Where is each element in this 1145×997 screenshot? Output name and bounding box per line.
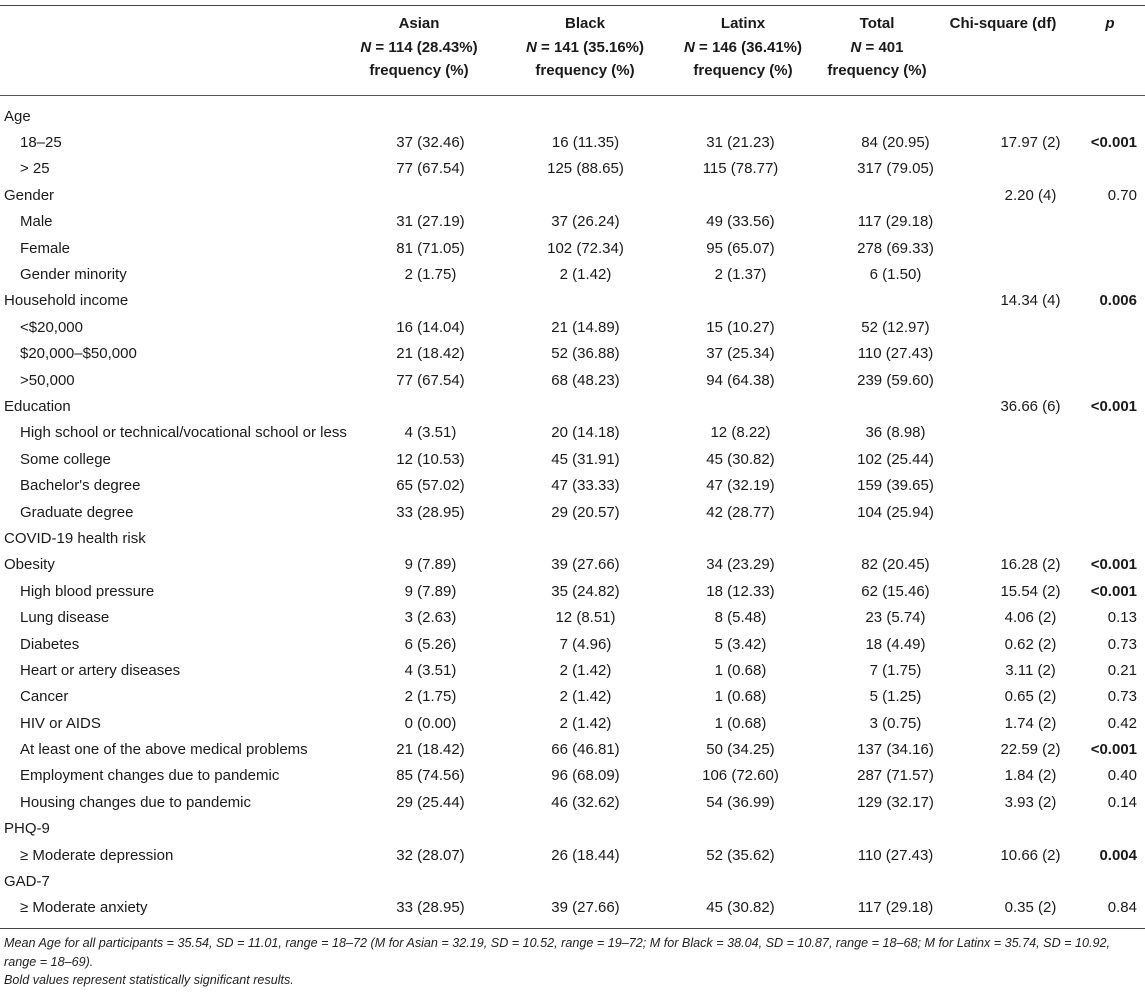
cell-asian: 4 (3.51) [404,661,457,679]
cell-latinx: 42 (28.77) [706,503,775,521]
cell-black: 125 (88.65) [547,160,624,178]
cell-total: 6 (1.50) [869,266,922,284]
cell-latinx [663,393,818,419]
cell-chi-square: 0.35 (2) [1004,899,1057,917]
cell-asian: 77 (67.54) [396,160,465,178]
row-label: Some college [20,450,111,468]
header-chi-square [944,12,1062,36]
cell-latinx [663,816,818,842]
cell-chi-square [973,209,1088,235]
cell-chi-square: 15.54 (2) [1000,582,1061,600]
row-label: At least one of the above medical problems [20,741,308,759]
cell-black [508,288,663,314]
cell-chi-square [973,103,1088,129]
row-label: Gender [4,186,55,204]
cell-chi-square: 0.65 (2) [1004,688,1057,706]
cell-black: 96 (68.09) [551,767,620,785]
cell-p-value: 0.21 [1107,661,1137,679]
cell-latinx [663,525,818,551]
cell-chi-square: 17.97 (2) [1000,134,1061,152]
row-label: COVID-19 health risk [4,529,146,547]
cell-latinx: 115 (78.77) [702,160,779,178]
cell-chi-square [973,499,1088,525]
row-label: Obesity [4,556,55,574]
table-row [0,341,1145,367]
cell-total: 36 (8.98) [865,424,926,442]
cell-asian: 12 (10.53) [396,450,465,468]
row-label: Bachelor's degree [20,477,141,495]
cell-total: 137 (34.16) [857,741,934,759]
header-asian-unit: frequency (%) [369,62,469,79]
table-row [0,763,1145,789]
cell-chi-square [973,472,1088,498]
table-row [0,129,1145,155]
cell-asian: 77 (67.54) [396,371,465,389]
table-row [0,789,1145,815]
cell-chi-square [973,525,1088,551]
cell-asian [353,393,508,419]
cell-latinx [663,868,818,894]
table-row [0,525,1145,551]
cell-p-value: 0.42 [1107,714,1137,732]
header-total-name: Total [859,15,895,32]
cell-chi-square: 3.93 (2) [1004,793,1057,811]
header-rule [0,95,1145,96]
cell-chi-square: 14.34 (4) [1000,292,1061,310]
table-row [0,710,1145,736]
cell-p-value: 0.40 [1107,767,1137,785]
cell-latinx: 15 (10.27) [706,318,775,336]
cell-latinx: 50 (34.25) [706,741,775,759]
cell-chi-square [973,420,1088,446]
cell-chi-square: 2.20 (4) [1004,186,1057,204]
row-label: Employment changes due to pandemic [20,767,280,785]
cell-total [818,288,973,314]
cell-chi-square [973,446,1088,472]
row-label: ≥ Moderate depression [20,846,174,864]
cell-total: 117 (29.18) [857,899,934,917]
row-label: Diabetes [20,635,80,653]
cell-latinx: 49 (33.56) [706,213,775,231]
cell-black [508,816,663,842]
header-black-unit: frequency (%) [535,62,635,79]
cell-black: 21 (14.89) [551,318,620,336]
cell-p-value: <0.001 [1090,134,1137,152]
table-row [0,209,1145,235]
table-row [0,288,1145,314]
cell-chi-square [973,156,1088,182]
cell-black [508,393,663,419]
cell-asian: 33 (28.95) [396,503,465,521]
table-row [0,578,1145,604]
cell-total: 18 (4.49) [865,635,926,653]
cell-total: 110 (27.43) [857,345,934,363]
cell-latinx: 45 (30.82) [706,450,775,468]
cell-p-value [1088,103,1145,129]
cell-asian: 32 (28.07) [396,846,465,864]
cell-black: 2 (1.42) [559,688,612,706]
cell-asian: 16 (14.04) [396,318,465,336]
cell-asian: 65 (57.02) [396,477,465,495]
cell-black: 47 (33.33) [551,477,620,495]
cell-asian: 6 (5.26) [404,635,457,653]
table-row [0,657,1145,683]
cell-p-value [1088,156,1145,182]
cell-black: 52 (36.88) [551,345,620,363]
cell-p-value [1088,367,1145,393]
cell-latinx: 94 (64.38) [706,371,775,389]
header-total-n: N = 401 [850,38,904,56]
cell-black [508,868,663,894]
cell-asian: 81 (71.05) [396,239,465,257]
cell-black [508,525,663,551]
header-asian-n: N = 114 (28.43%) [360,38,478,56]
cell-chi-square: 10.66 (2) [1000,846,1061,864]
cell-total: 102 (25.44) [857,450,934,468]
cell-latinx: 2 (1.37) [714,266,767,284]
header-chi-label: Chi-square (df) [949,15,1057,32]
cell-chi-square [973,261,1088,287]
cell-latinx: 54 (36.99) [706,793,775,811]
row-label: High school or technical/vocational school or less [20,424,347,442]
table-row [0,367,1145,393]
cell-latinx: 31 (21.23) [706,134,775,152]
cell-latinx: 45 (30.82) [706,899,775,917]
header-black [510,12,660,83]
table-row [0,842,1145,868]
cell-asian: 31 (27.19) [396,213,465,231]
cell-total: 23 (5.74) [865,609,926,627]
row-label: ≥ Moderate anxiety [20,899,148,917]
table-row [0,472,1145,498]
cell-total [818,525,973,551]
cell-p-value: 0.004 [1099,846,1137,864]
cell-p-value [1088,868,1145,894]
cell-black: 35 (24.82) [551,582,620,600]
cell-p-value: 0.73 [1107,635,1137,653]
cell-black: 26 (18.44) [551,846,620,864]
table-row [0,684,1145,710]
cell-black: 102 (72.34) [547,239,624,257]
table-row [0,182,1145,208]
table-row [0,499,1145,525]
cell-asian [353,868,508,894]
cell-black: 2 (1.42) [559,661,612,679]
row-label: Male [20,213,53,231]
cell-p-value [1088,446,1145,472]
cell-latinx: 47 (32.19) [706,477,775,495]
header-latinx-name: Latinx [720,15,766,32]
cell-total: 278 (69.33) [857,239,934,257]
cell-total: 84 (20.95) [861,134,930,152]
cell-black: 16 (11.35) [551,134,620,152]
top-rule [0,5,1145,6]
cell-asian [353,816,508,842]
cell-p-value [1088,341,1145,367]
cell-total: 159 (39.65) [857,477,934,495]
cell-total: 239 (59.60) [857,371,934,389]
table-row [0,103,1145,129]
cell-asian [353,288,508,314]
cell-total [818,103,973,129]
row-label: <$20,000 [20,318,83,336]
cell-asian: 37 (32.46) [396,134,465,152]
cell-total: 129 (32.17) [857,793,934,811]
header-latinx-n: N = 146 (36.41%) [684,38,802,56]
table-row [0,420,1145,446]
table-row [0,604,1145,630]
cell-asian: 21 (18.42) [396,741,465,759]
cell-latinx: 1 (0.68) [714,661,767,679]
table-row [0,235,1145,261]
cell-latinx: 5 (3.42) [714,635,767,653]
cell-black: 39 (27.66) [551,899,620,917]
cell-p-value: 0.006 [1099,292,1137,310]
cell-total: 7 (1.75) [869,661,922,679]
cell-latinx: 52 (35.62) [706,846,775,864]
row-label: 18–25 [20,134,62,152]
cell-chi-square [973,367,1088,393]
cell-p-value [1088,499,1145,525]
cell-black: 37 (26.24) [551,213,620,231]
cell-asian: 21 (18.42) [396,345,465,363]
cell-chi-square: 4.06 (2) [1004,609,1057,627]
cell-p-value [1088,314,1145,340]
cell-black: 45 (31.91) [551,450,620,468]
cell-p-value [1088,816,1145,842]
cell-latinx: 18 (12.33) [706,582,775,600]
cell-asian: 0 (0.00) [404,714,457,732]
header-latinx-unit: frequency (%) [693,62,793,79]
cell-p-value [1088,235,1145,261]
table-body [0,103,1145,921]
cell-total: 62 (15.46) [861,582,930,600]
row-label: GAD-7 [4,873,50,891]
row-label: >50,000 [20,371,75,389]
cell-p-value [1088,472,1145,498]
cell-black: 20 (14.18) [551,424,620,442]
row-label: High blood pressure [20,582,155,600]
cell-p-value [1088,209,1145,235]
table-row [0,816,1145,842]
header-asian [343,12,495,83]
header-black-n: N = 141 (35.16%) [526,38,644,56]
cell-chi-square: 0.62 (2) [1004,635,1057,653]
cell-latinx: 106 (72.60) [702,767,779,785]
cell-chi-square [973,341,1088,367]
cell-asian: 2 (1.75) [404,266,457,284]
cell-p-value: 0.84 [1107,899,1137,917]
footnote-bold: Bold values represent statistically significant results. [4,973,294,987]
cell-black: 2 (1.42) [559,714,612,732]
cell-black: 39 (27.66) [551,556,620,574]
cell-chi-square [973,868,1088,894]
cell-latinx: 8 (5.48) [714,609,767,627]
cell-black: 12 (8.51) [555,609,616,627]
cell-p-value: <0.001 [1090,582,1137,600]
cell-black: 29 (20.57) [551,503,620,521]
cell-p-value [1088,525,1145,551]
row-label: $20,000–$50,000 [20,345,137,363]
header-p [1090,12,1130,36]
table-row [0,261,1145,287]
cell-total: 317 (79.05) [857,160,934,178]
cell-latinx: 12 (8.22) [710,424,771,442]
header-black-name: Black [564,15,606,32]
row-label: PHQ-9 [4,820,50,838]
row-label: > 25 [20,160,50,178]
table-row [0,736,1145,762]
row-label: Graduate degree [20,503,134,521]
row-label: HIV or AIDS [20,714,101,732]
cell-p-value: 0.14 [1107,793,1137,811]
cell-black: 66 (46.81) [551,741,620,759]
cell-chi-square: 1.74 (2) [1004,714,1057,732]
cell-latinx [663,182,818,208]
cell-asian: 9 (7.89) [404,556,457,574]
table-row [0,156,1145,182]
row-label: Heart or artery diseases [20,661,181,679]
cell-black [508,103,663,129]
cell-total: 82 (20.45) [861,556,930,574]
cell-p-value: <0.001 [1090,556,1137,574]
cell-chi-square [973,235,1088,261]
cell-chi-square: 36.66 (6) [1000,397,1061,415]
row-label: Household income [4,292,129,310]
cell-black: 46 (32.62) [551,793,620,811]
cell-latinx [663,103,818,129]
header-total [820,12,934,83]
cell-asian: 29 (25.44) [396,793,465,811]
header-p-label: p [1105,15,1115,32]
cell-total: 104 (25.94) [857,503,934,521]
cell-asian: 3 (2.63) [404,609,457,627]
table-row [0,868,1145,894]
cell-black: 7 (4.96) [559,635,612,653]
cell-total: 287 (71.57) [857,767,934,785]
cell-asian: 33 (28.95) [396,899,465,917]
table-row [0,631,1145,657]
cell-p-value: <0.001 [1090,397,1137,415]
header-asian-name: Asian [398,15,440,32]
footnote-mean-age: Mean Age for all participants = 35.54, SD = 11.01, range = 18–72 (M for Asian = 32.19, SD = 10.52, range = 19–72; M for Black = 38.04, SD = 10.87, range = 18–68; M for Latinx = 35.74, SD = 10.92, range = 18–69). [4,936,1111,969]
row-label: Female [20,239,71,257]
row-label: Lung disease [20,609,110,627]
cell-p-value [1088,261,1145,287]
bottom-rule [0,928,1145,929]
cell-p-value: 0.73 [1107,688,1137,706]
cell-total: 110 (27.43) [857,846,934,864]
cell-latinx [663,288,818,314]
cell-chi-square: 16.28 (2) [1000,556,1061,574]
cell-black: 68 (48.23) [551,371,620,389]
cell-total: 3 (0.75) [869,714,922,732]
cell-p-value [1088,420,1145,446]
row-label: Gender minority [20,266,127,284]
cell-total: 52 (12.97) [861,318,930,336]
cell-p-value: <0.001 [1090,741,1137,759]
cell-latinx: 37 (25.34) [706,345,775,363]
cell-p-value: 0.13 [1107,609,1137,627]
results-table [0,103,1145,921]
table-row [0,314,1145,340]
table-row [0,393,1145,419]
row-label: Education [4,397,71,415]
cell-total [818,868,973,894]
cell-asian: 9 (7.89) [404,582,457,600]
table-footnotes [4,934,1134,990]
row-label: Age [4,107,31,125]
header-total-unit: frequency (%) [827,62,927,79]
cell-total: 5 (1.25) [869,688,922,706]
cell-chi-square: 3.11 (2) [1005,661,1056,679]
cell-chi-square [973,314,1088,340]
cell-black [508,182,663,208]
row-label: Housing changes due to pandemic [20,793,251,811]
cell-chi-square [973,816,1088,842]
cell-total: 117 (29.18) [857,213,934,231]
cell-total [818,816,973,842]
table-row [0,895,1145,921]
cell-chi-square: 1.84 (2) [1004,767,1057,785]
table-row [0,446,1145,472]
cell-latinx: 1 (0.68) [714,714,767,732]
cell-latinx: 95 (65.07) [706,239,775,257]
cell-total [818,393,973,419]
cell-asian [353,103,508,129]
cell-latinx: 1 (0.68) [714,688,767,706]
table-row [0,552,1145,578]
cell-total [818,182,973,208]
cell-black: 2 (1.42) [559,266,612,284]
cell-chi-square: 22.59 (2) [1000,741,1061,759]
cell-asian [353,525,508,551]
cell-asian: 2 (1.75) [404,688,457,706]
cell-p-value: 0.70 [1107,186,1137,204]
cell-asian [353,182,508,208]
cell-asian: 85 (74.56) [396,767,465,785]
header-latinx [664,12,822,83]
row-label: Cancer [20,688,69,706]
cell-asian: 4 (3.51) [404,424,457,442]
cell-latinx: 34 (23.29) [706,556,775,574]
